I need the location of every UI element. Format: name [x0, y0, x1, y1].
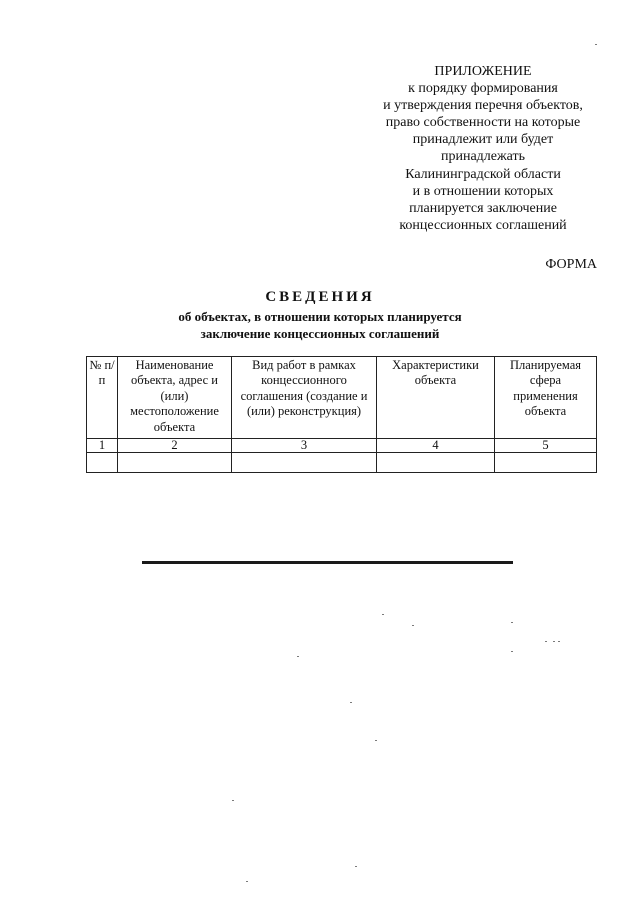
column-number: 4 [377, 439, 495, 453]
scan-speck [350, 702, 352, 703]
appendix-line: планируется заключение [409, 200, 557, 216]
appendix-line: к порядку формирования [408, 81, 558, 97]
scan-speck [511, 651, 513, 652]
column-number-row [87, 439, 597, 453]
table-cell [377, 453, 495, 473]
column-number: 1 [87, 439, 118, 453]
column-number: 5 [495, 439, 597, 453]
separator-line [142, 561, 513, 564]
document-title: СВЕДЕНИЯ [265, 289, 375, 305]
scan-speck [553, 641, 555, 642]
subtitle-line: об объектах, в отношении которых планируется [178, 309, 462, 324]
table-row [87, 453, 597, 473]
header-number: № п/п [87, 357, 118, 439]
table-cell [118, 453, 232, 473]
appendix-block [345, 63, 621, 234]
objects-table [86, 356, 597, 473]
table-cell [232, 453, 377, 473]
scan-speck [232, 800, 234, 801]
scan-speck [545, 641, 547, 642]
header-object-name: Наименование объекта, адрес и (или) местоположение объекта [118, 357, 232, 439]
appendix-line: и в отношении которых [412, 183, 554, 199]
header-application: Планируемая сфера применения объекта [495, 357, 597, 439]
appendix-line: ПРИЛОЖЕНИЕ [434, 64, 532, 79]
header-characteristics: Характеристики объекта [377, 357, 495, 439]
appendix-line: право собственности на которые [385, 115, 581, 131]
form-label: ФОРМА [545, 257, 597, 272]
table-header-row [87, 357, 597, 439]
scan-speck [375, 740, 377, 741]
scan-speck [355, 866, 357, 867]
scan-speck [558, 641, 560, 642]
scan-speck [382, 614, 384, 615]
column-number: 3 [232, 439, 377, 453]
header-work-type: Вид работ в рамках концессионного соглашения (создание и (или) реконструкция) [232, 357, 377, 439]
scan-speck [246, 881, 248, 882]
column-number: 2 [118, 439, 232, 453]
scan-speck [511, 622, 513, 623]
scan-speck [412, 625, 414, 626]
scan-speck [595, 44, 597, 45]
appendix-line: принадлежит или будет [412, 132, 554, 148]
subtitle-line: заключение концессионных соглашений [200, 326, 440, 341]
document-subtitle [0, 308, 640, 342]
table-cell [87, 453, 118, 473]
appendix-line: принадлежать [440, 149, 526, 165]
appendix-line: концессионных соглашений [399, 217, 567, 233]
table-cell [495, 453, 597, 473]
scan-speck [297, 656, 299, 657]
appendix-line: и утверждения перечня объектов, [383, 98, 583, 114]
appendix-line: Калининградской области [405, 166, 561, 182]
